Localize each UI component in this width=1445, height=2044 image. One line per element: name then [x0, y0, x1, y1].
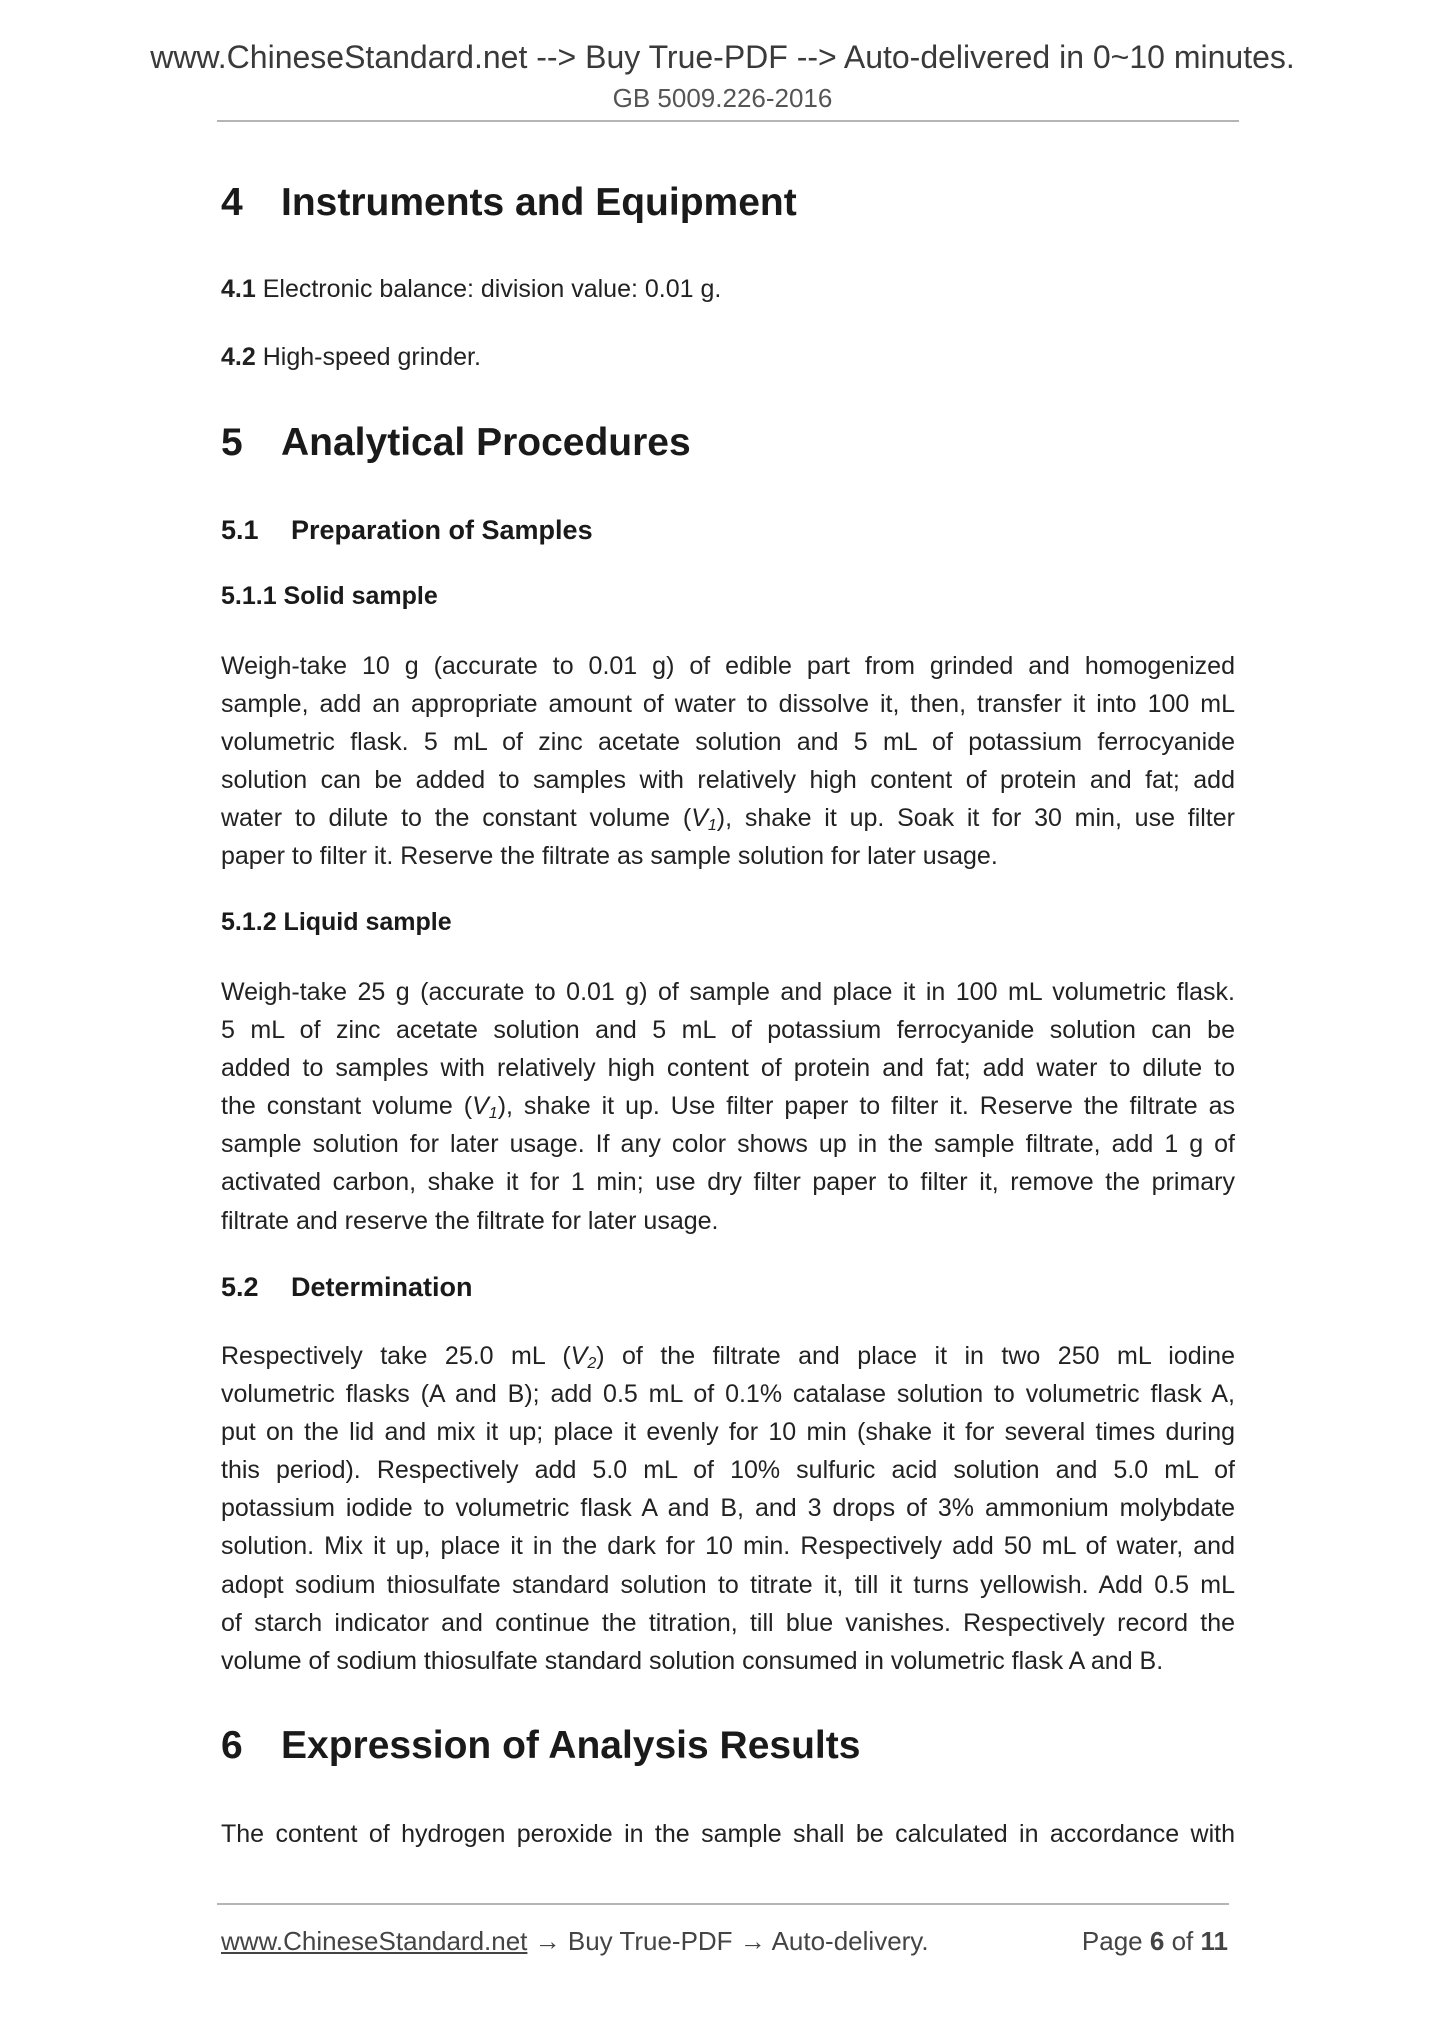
section-5-1-heading — [221, 515, 593, 546]
section-title: Instruments and Equipment — [281, 181, 797, 224]
section-number: 5.2 — [221, 1272, 259, 1302]
text-line: 5 mL of zinc acetate solution and 5 mL of potassium ferrocyanide solution can be — [221, 1016, 1235, 1045]
text-line: adopt sodium thiosulfate standard solution to titrate it, till it turns yellowish. Add 0.5 mL — [221, 1570, 1235, 1599]
item-number: 4.2 — [221, 343, 256, 371]
text-line: volumetric flask. 5 mL of zinc acetate solution and 5 mL of potassium ferrocyanide — [221, 728, 1235, 757]
variable: V — [570, 1342, 588, 1370]
text-segment: Respectively take 25.0 mL ( — [221, 1342, 571, 1370]
footer-tagline: → Buy True-PDF → Auto-delivery. — [527, 1926, 929, 1956]
variable-wrap — [571, 1342, 597, 1370]
text-line: solution can be added to samples with relatively high content of protein and fat; add — [221, 766, 1235, 795]
section-number: 5 — [221, 421, 243, 464]
section-number: 6 — [221, 1724, 243, 1767]
section-title: Analytical Procedures — [281, 421, 691, 464]
text-line: added to samples with relatively high content of protein and fat; add water to dilute to — [221, 1054, 1235, 1083]
text-segment: water to dilute to the constant volume ( — [221, 804, 692, 833]
footer-link[interactable]: www.ChineseStandard.net — [221, 1926, 528, 1956]
text-line: Weigh-take 25 g (accurate to 0.01 g) of sample and place it in 100 mL volumetric flask. — [221, 978, 1235, 1006]
footer-text — [221, 1926, 929, 1957]
section-number: 4 — [221, 181, 243, 224]
variable: V — [691, 804, 708, 833]
text-line — [221, 799, 1235, 837]
text-line: potassium iodide to volumetric flask A and B, and 3 drops of 3% ammonium molybdate — [221, 1494, 1235, 1523]
text-line: Weigh-take 10 g (accurate to 0.01 g) of edible part from grinded and homogenized — [221, 652, 1235, 680]
header-divider — [217, 120, 1239, 122]
text-line — [221, 1087, 1235, 1125]
text-line: The content of hydrogen peroxide in the sample shall be calculated in accordance with — [221, 1820, 1235, 1848]
text-line: sample solution for later usage. If any color shows up in the sample filtrate, add 1 g of — [221, 1130, 1235, 1159]
section-4-heading — [221, 181, 797, 225]
item-4-2 — [221, 343, 481, 372]
section-6-heading — [221, 1724, 860, 1768]
text-line: volumetric flasks (A and B); add 0.5 mL of 0.1% catalase solution to volumetric flask A, — [221, 1380, 1235, 1409]
variable-subscript: 1 — [707, 817, 717, 835]
text-line: filtrate and reserve the filtrate for later usage. — [221, 1206, 719, 1235]
section-5-2-heading — [221, 1272, 473, 1303]
section-5-1-1-heading: 5.1.1 Solid sample — [221, 582, 438, 610]
item-number: 4.1 — [221, 275, 256, 303]
item-text: High-speed grinder. — [262, 343, 481, 371]
section-title: Expression of Analysis Results — [281, 1724, 861, 1767]
page-of-label: of — [1171, 1926, 1194, 1956]
text-line: this period). Respectively add 5.0 mL of 10% sulfuric acid solution and 5.0 mL of — [221, 1456, 1235, 1485]
page-total: 11 — [1200, 1926, 1228, 1956]
paragraph-results — [221, 1815, 1235, 1853]
section-title: Determination — [291, 1272, 473, 1302]
paragraph-determination — [221, 1337, 1235, 1680]
standard-number: GB 5009.226-2016 — [612, 83, 833, 113]
variable-wrap — [691, 804, 717, 835]
text-segment: ) of the filtrate and place it in two 250 mL iodine — [596, 1342, 1235, 1370]
section-5-1-2-heading: 5.1.2 Liquid sample — [221, 908, 452, 936]
section-5-heading — [221, 421, 691, 465]
section-number: 5.1 — [221, 515, 259, 545]
text-line: volume of sodium thiosulfate standard solution consumed in volumetric flask A and B. — [221, 1646, 1164, 1675]
page-number: 6 — [1149, 1926, 1165, 1956]
variable: V — [472, 1092, 489, 1121]
text-line: solution. Mix it up, place it in the dark for 10 min. Respectively add 50 mL of water, and — [221, 1532, 1235, 1561]
page-indicator — [1082, 1926, 1228, 1957]
variable-subscript: 2 — [587, 1355, 597, 1372]
page-label: Page — [1081, 1926, 1143, 1956]
footer-divider — [217, 1903, 1229, 1905]
text-segment: ), shake it up. Soak it for 30 min, use filter — [716, 804, 1235, 833]
text-line: of starch indicator and continue the titration, till blue vanishes. Respectively record the — [221, 1608, 1235, 1637]
text-line — [221, 1337, 1235, 1375]
paragraph-liquid-sample — [221, 973, 1235, 1240]
section-title: Preparation of Samples — [291, 515, 593, 545]
variable-subscript: 1 — [488, 1105, 498, 1123]
variable-wrap — [472, 1092, 498, 1123]
header-banner: www.ChineseStandard.net --> Buy True-PDF --> Auto-delivered in 0~10 minutes. — [150, 39, 1295, 75]
text-segment: ), shake it up. Use filter paper to filter it. Reserve the filtrate as — [497, 1092, 1236, 1121]
text-line: paper to filter it. Reserve the filtrate as sample solution for later usage. — [221, 842, 998, 871]
paragraph-solid-sample — [221, 647, 1235, 876]
item-4-1 — [221, 275, 721, 304]
text-line: put on the lid and mix it up; place it evenly for 10 min (shake it for several times during — [221, 1418, 1235, 1447]
text-line: activated carbon, shake it for 1 min; use dry filter paper to filter it, remove the primary — [221, 1168, 1235, 1197]
item-text: Electronic balance: division value: 0.01 g. — [262, 275, 722, 303]
text-line: sample, add an appropriate amount of water to dissolve it, then, transfer it into 100 mL — [221, 690, 1235, 719]
text-segment: the constant volume ( — [221, 1092, 473, 1121]
